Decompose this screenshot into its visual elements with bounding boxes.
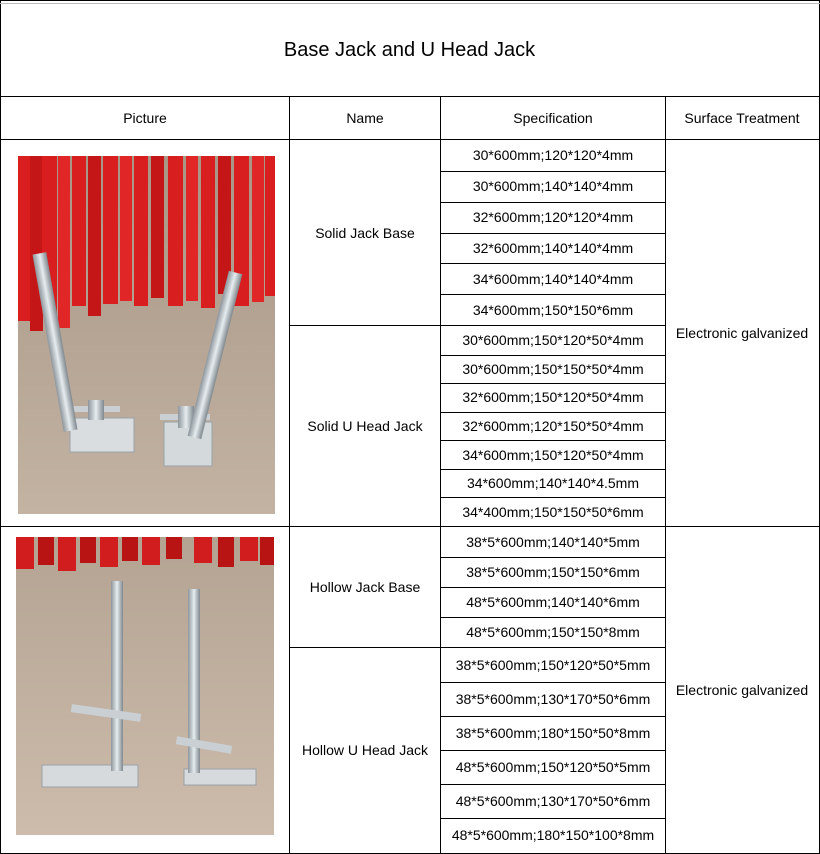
spec-cell: 34*600mm;150*150*6mm	[472, 301, 634, 318]
spec-row-divider	[440, 171, 666, 172]
spec-row-divider	[440, 818, 666, 819]
surface-treatment-cell: Electronic galvanized	[675, 325, 809, 341]
spec-row-divider	[440, 294, 666, 295]
header-surface-treatment: Surface Treatment	[684, 110, 800, 126]
spec-row-divider	[440, 784, 666, 785]
spec-row-divider	[440, 355, 666, 356]
spec-cell: 38*5*600mm;150*150*6mm	[466, 564, 640, 580]
table-title: Base Jack and U Head Jack	[283, 38, 536, 61]
spec-cell: 32*600mm;150*120*50*4mm	[462, 389, 644, 406]
spec-row-divider	[440, 233, 666, 234]
spec-row-divider	[440, 383, 666, 384]
spec-cell: 30*600mm;150*120*50*4mm	[462, 332, 644, 349]
spec-row-divider	[440, 469, 666, 470]
spec-cell: 38*5*600mm;180*150*50*8mm	[455, 725, 651, 741]
surface-treatment-cell: Electronic galvanized	[675, 681, 809, 698]
spec-cell: 48*5*600mm;130*170*50*6mm	[455, 793, 651, 809]
spec-cell: 48*5*600mm;150*150*8mm	[466, 624, 640, 640]
spec-row-divider	[440, 412, 666, 413]
spec-cell: 30*600mm;120*120*4mm	[472, 147, 634, 164]
product-name-cell: Solid Jack Base	[315, 224, 415, 241]
spec-row-divider	[440, 587, 666, 588]
spec-cell: 32*600mm;120*120*4mm	[472, 209, 634, 226]
product-name-cell: Solid U Head Jack	[307, 418, 423, 434]
spec-cell: 48*5*600mm;140*140*6mm	[466, 594, 640, 610]
spec-cell: 38*5*600mm;130*170*50*6mm	[455, 691, 651, 707]
spec-row-divider	[440, 750, 666, 751]
product-name-cell: Hollow Jack Base	[309, 579, 421, 595]
spec-row-divider	[440, 497, 666, 498]
spec-row-divider	[440, 682, 666, 683]
header-specification: Specification	[513, 110, 593, 126]
spec-cell: 30*600mm;150*150*50*4mm	[462, 360, 644, 377]
hollow-jack-photo	[16, 537, 274, 835]
spec-cell: 34*400mm;150*150*50*6mm	[462, 503, 644, 520]
solid-jack-photo	[18, 156, 275, 514]
spec-cell: 30*600mm;140*140*4mm	[472, 178, 634, 195]
header-name: Name	[346, 110, 384, 126]
spec-row-divider	[440, 202, 666, 203]
spec-cell: 38*5*600mm;140*140*5mm	[466, 534, 640, 550]
spec-row-divider	[440, 440, 666, 441]
spec-cell: 32*600mm;120*150*50*4mm	[462, 417, 644, 434]
product-name-cell: Hollow U Head Jack	[301, 742, 429, 758]
header-picture: Picture	[123, 110, 167, 126]
spec-cell: 32*600mm;140*140*4mm	[472, 239, 634, 256]
spec-row-divider	[440, 716, 666, 717]
spec-row-divider	[440, 557, 666, 558]
spec-row-divider	[440, 263, 666, 264]
spec-row-divider	[440, 617, 666, 618]
spec-cell: 34*600mm;140*140*4mm	[472, 270, 634, 287]
spec-cell: 48*5*600mm;180*150*100*8mm	[451, 827, 655, 843]
spec-cell: 34*600mm;140*140*4.5mm	[467, 475, 639, 492]
spec-cell: 34*600mm;150*120*50*4mm	[462, 446, 644, 463]
spec-cell: 38*5*600mm;150*120*50*5mm	[455, 657, 651, 673]
spec-cell: 48*5*600mm;150*120*50*5mm	[455, 759, 651, 775]
